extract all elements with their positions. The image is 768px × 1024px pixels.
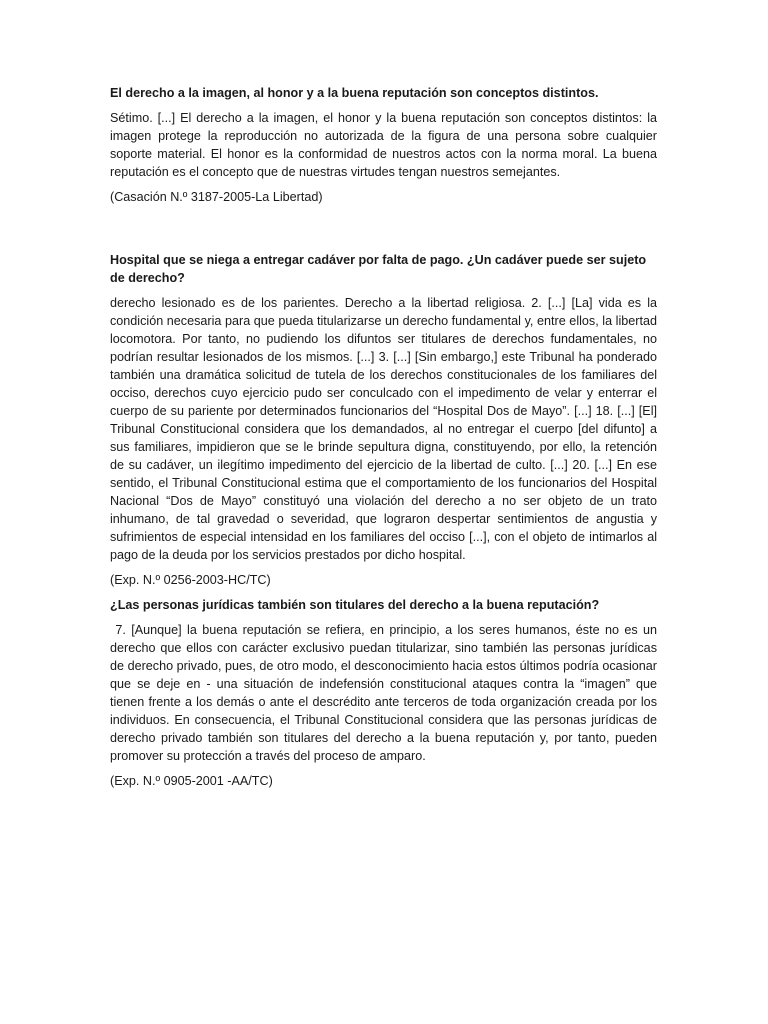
document-page — [110, 84, 661, 797]
section-spacer — [110, 213, 657, 251]
citation-exp-0256: (Exp. N.º 0256-2003-HC/TC) — [110, 573, 271, 587]
citation-casacion: (Casación N.º 3187-2005-La Libertad) — [110, 190, 323, 204]
section-body-hospital-cadaver: derecho lesionado es de los parientes. Derecho a la libertad religiosa. 2. [...] [La] vida es la condición necesaria para que pueda titularizarse un derecho fundamental y, entre ellos, la libertad locomotora. Por tanto, no pudiendo los difuntos ser titulares de derechos fundamentales, no podrían resultar lesionados de los mismos. [...] 3. [...] [Sin embargo,] este Tribunal ha ponderado también una dramática solicitud de tutela de los derechos constitucionales de los familiares del occiso, derechos cuyo ejercicio pudo ser conculcado con el impedimento de velar y enterrar el cuerpo de su pariente por determinados funcionarios del “Hospital Dos de Mayo”. [...] 18. [...] [El] Tribunal Constitucional considera que los demandados, al no entregar el cuerpo [del difunto] a sus familiares, impidieron que se le brinde sepultura digna, constituyendo, por ello, la retención de su cadáver, un ilegítimo impedimento del ejercicio de la libertad de culto. [...] 20. [...] En ese sentido, el Tribunal Constitucional estima que el comportamiento de los funcionarios del Hospital Nacional “Dos de Mayo” constituyó una violación del derecho a no ser objeto de un trato inhumano, de tal gravedad o severidad, que lograron despertar sentimientos de angustia y sufrimientos de especial intensidad en los familiares del occiso [...], con el objeto de intimarlos al pago de la deuda por los servicios prestados por dicho hospital. — [110, 296, 657, 562]
section-heading-image-honor: El derecho a la imagen, al honor y a la buena reputación son conceptos distintos. — [110, 86, 599, 100]
section-body-image-honor: Sétimo. [...] El derecho a la imagen, el honor y la buena reputación son conceptos distintos: la imagen protege la reproducción no autorizada de la figura de una persona sobre cualquier soporte material. El honor es la conformidad de nuestros actos con la norma moral. La buena reputación es el concepto que de nuestras virtudes tengan nuestros semejantes. — [110, 111, 657, 179]
citation-exp-0905: (Exp. N.º 0905-2001 -AA/TC) — [110, 774, 273, 788]
section-heading-personas-juridicas: ¿Las personas jurídicas también son titulares del derecho a la buena reputación? — [110, 598, 600, 612]
section-body-personas-juridicas: 7. [Aunque] la buena reputación se refiera, en principio, a los seres humanos, éste no es un derecho que ellos con carácter exclusivo puedan titularizar, sino también las personas jurídicas de derecho privado, pues, de otro modo, el desconocimiento hacia estos últimos podría ocasionar que se deje en - una situación de indefensión constitucional ataques contra la “imagen” que tienen frente a los demás o ante el descrédito ante terceros de toda organización creada por los individuos. En consecuencia, el Tribunal Constitucional considera que las personas jurídicas de derecho privado también son titulares del derecho a la buena reputación y, por tanto, pueden promover su protección a través del proceso de amparo. — [110, 623, 661, 763]
section-heading-hospital-cadaver: Hospital que se niega a entregar cadáver por falta de pago. ¿Un cadáver puede ser sujeto de derecho? — [110, 253, 647, 285]
